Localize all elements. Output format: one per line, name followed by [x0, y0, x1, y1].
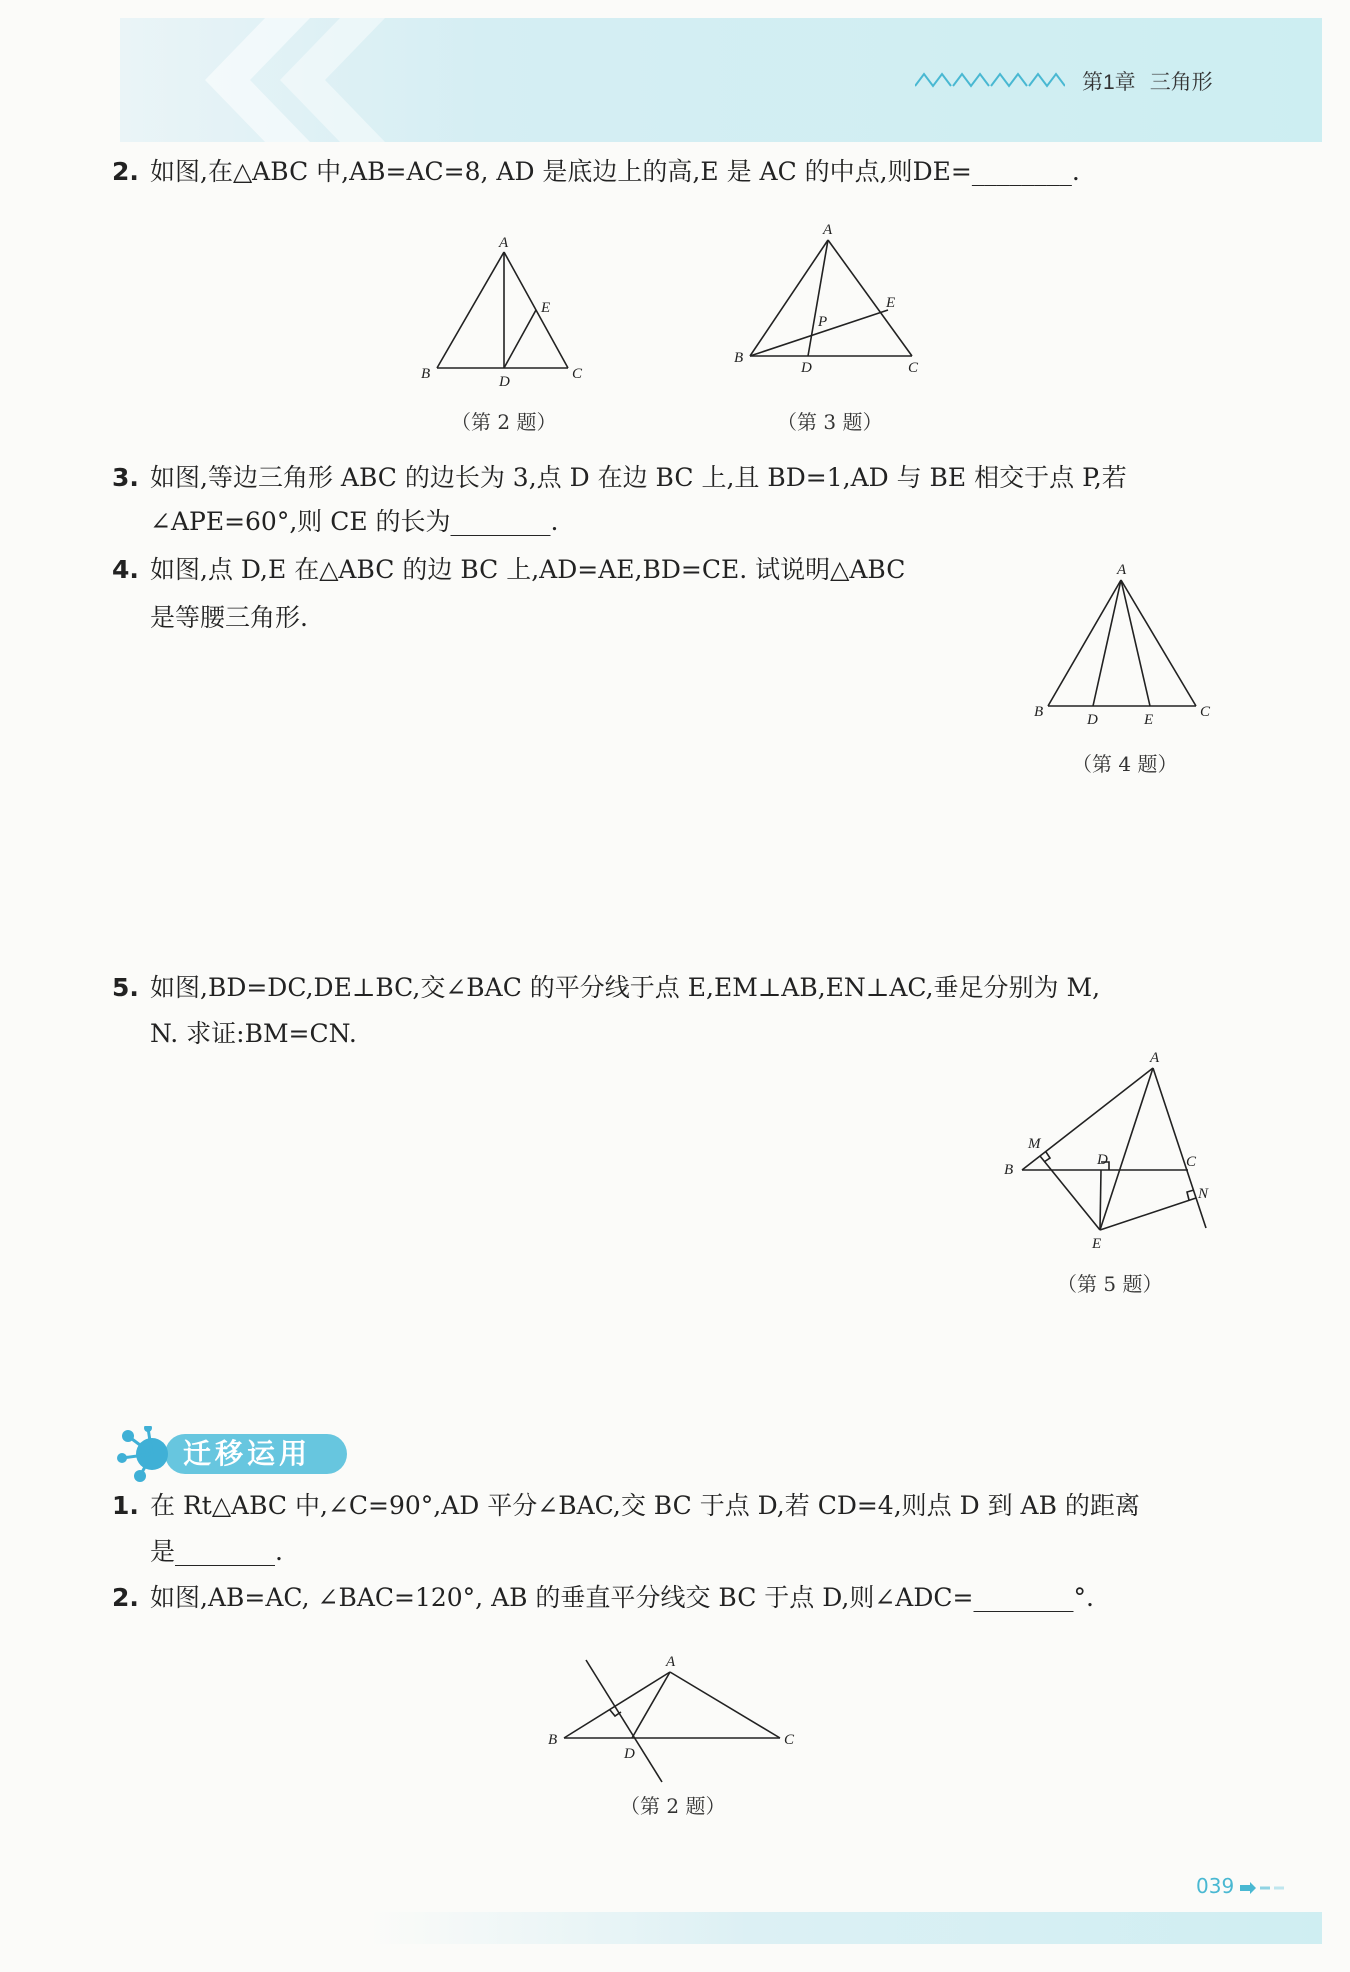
problem-2 — [112, 154, 1080, 190]
label-b: B — [1034, 704, 1044, 720]
label-c: C — [572, 366, 583, 382]
problem-5-line-2: N. 求证:BM=CN. — [150, 1019, 357, 1048]
segment-ac — [828, 240, 912, 356]
label-c: C — [784, 1732, 795, 1748]
page-arrow-icon — [1240, 1882, 1290, 1894]
label-c: C — [908, 360, 919, 376]
segment-en — [1100, 1198, 1196, 1230]
migration-question-1-line-2: 是________. — [150, 1537, 283, 1566]
label-b: B — [1004, 1162, 1014, 1178]
section-title: 迁移运用 — [183, 1437, 312, 1470]
segment-ab — [564, 1672, 670, 1738]
question-number: 1. — [112, 1491, 139, 1520]
figure-problem-2 — [415, 228, 595, 397]
problem-number: 4. — [112, 555, 139, 584]
label-a: A — [1150, 1050, 1160, 1066]
header-mountain-icon — [915, 70, 1065, 90]
problem-3-line-1 — [112, 460, 1127, 496]
segment-ad — [1093, 580, 1121, 706]
label-a: A — [666, 1654, 676, 1670]
label-e: E — [541, 300, 551, 316]
segment-ad — [808, 240, 828, 356]
segment-ab — [1048, 580, 1121, 706]
header-chevron-decoration — [195, 18, 455, 142]
label-d: D — [1087, 712, 1098, 728]
problem-text: 如图,点 D,E 在△ABC 的边 BC 上,AD=AE,BD=CE. 试说明△ABC — [150, 555, 906, 584]
segment-ae — [1121, 580, 1150, 706]
figure-5-caption: （第 5 题） — [1057, 1272, 1163, 1296]
label-e: E — [1144, 712, 1154, 728]
question-text: 如图,AB=AC, ∠BAC=120°, AB 的垂直平分线交 BC 于点 D,则∠ADC=________°. — [150, 1583, 1094, 1612]
label-c: C — [1200, 704, 1211, 720]
problem-3-line-2: ∠APE=60°,则 CE 的长为________. — [150, 507, 559, 536]
problem-4-line-2: 是等腰三角形. — [150, 603, 308, 632]
label-c: C — [1186, 1154, 1197, 1170]
label-a: A — [823, 222, 833, 238]
segment-ac — [1121, 580, 1196, 706]
problem-5-line-1 — [112, 970, 1100, 1006]
page-number: 039 — [1196, 1874, 1235, 1898]
label-b: B — [548, 1732, 558, 1748]
footer-band — [370, 1912, 1322, 1944]
figure-problem-3 — [728, 214, 928, 388]
migration-question-1-line-1 — [112, 1488, 1140, 1524]
migration-question-2 — [112, 1580, 1094, 1616]
segment-ac — [670, 1672, 780, 1738]
figure-migration-2 — [544, 1648, 804, 1792]
label-e: E — [886, 295, 896, 311]
segment-ab — [750, 240, 828, 356]
segment-em — [1040, 1156, 1100, 1230]
label-d: D — [499, 374, 510, 390]
label-b: B — [421, 366, 431, 382]
question-number: 2. — [112, 1583, 139, 1612]
right-angle-mark — [610, 1710, 621, 1716]
label-b: B — [734, 350, 744, 366]
problem-number: 5. — [112, 973, 139, 1002]
problem-text: 如图,在△ABC 中,AB=AC=8, AD 是底边上的高,E 是 AC 的中点,则DE=________. — [150, 157, 1080, 186]
question-text: 在 Rt△ABC 中,∠C=90°,AD 平分∠BAC,交 BC 于点 D,若 CD=4,则点 D 到 AB 的距离 — [150, 1491, 1140, 1520]
label-d: D — [801, 360, 812, 376]
label-a: A — [499, 235, 509, 251]
figure-4-caption: （第 4 题） — [1072, 752, 1178, 776]
figure-migration-2-caption: （第 2 题） — [620, 1794, 726, 1818]
label-d: D — [1097, 1152, 1108, 1168]
segment-de — [504, 310, 536, 368]
figure-2-caption: （第 2 题） — [451, 410, 557, 434]
problem-4-line-1 — [112, 552, 905, 588]
label-p: P — [818, 314, 828, 330]
segment-ab — [437, 252, 504, 368]
right-angle-m — [1044, 1152, 1050, 1162]
chapter-title: 三角形 — [1149, 71, 1213, 94]
segment-de — [1100, 1170, 1101, 1230]
segment-ab — [1022, 1068, 1153, 1170]
segment-ad — [632, 1672, 670, 1738]
label-m: M — [1028, 1136, 1041, 1152]
label-a: A — [1117, 562, 1127, 578]
label-e: E — [1092, 1236, 1102, 1252]
chapter-heading — [1082, 66, 1227, 96]
problem-number: 3. — [112, 463, 139, 492]
perpendicular-bisector — [586, 1660, 662, 1782]
chapter-number: 第1章 — [1082, 71, 1136, 94]
figure-problem-4 — [1030, 556, 1220, 740]
figure-3-caption: （第 3 题） — [777, 410, 883, 434]
segment-ae — [1100, 1068, 1153, 1230]
problem-number: 2. — [112, 157, 139, 186]
problem-text: 如图,BD=DC,DE⊥BC,交∠BAC 的平分线于点 E,EM⊥AB,EN⊥AC,垂足分别为 M, — [150, 973, 1101, 1002]
figure-problem-5 — [1000, 1042, 1230, 1256]
label-d: D — [624, 1746, 635, 1762]
molecule-icon — [117, 1426, 168, 1482]
problem-text: 如图,等边三角形 ABC 的边长为 3,点 D 在边 BC 上,且 BD=1,AD 与 BE 相交于点 P,若 — [150, 463, 1127, 492]
label-n: N — [1198, 1186, 1209, 1202]
